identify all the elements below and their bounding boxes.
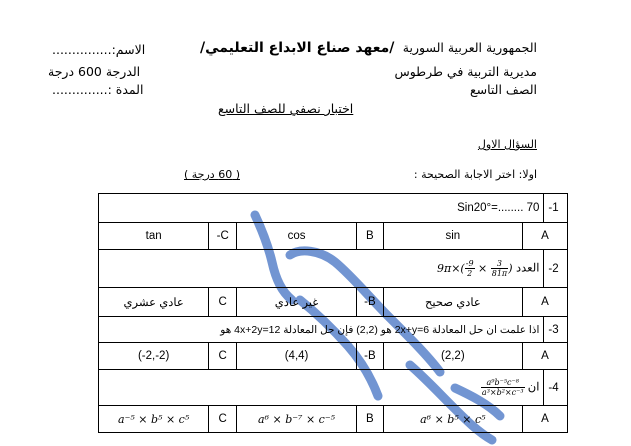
question-stem-1: Sin20°=........ 70: [99, 194, 544, 223]
option-text-q3-b[interactable]: (4,4): [237, 343, 357, 370]
table-row: [99, 406, 568, 433]
question-number-2: -2: [544, 250, 568, 288]
question-title: السؤال الاول: [477, 138, 537, 151]
q2-frac2-num: 3: [491, 259, 508, 269]
q2-close: ): [508, 261, 513, 275]
option-letter-q2-c: C: [209, 288, 237, 317]
option-letter-q4-c: C: [209, 406, 237, 433]
q4-frac-num: a⁹b⁻⁵c⁻⁸: [481, 378, 525, 388]
table-row: [99, 223, 568, 250]
option-letter-q1-b: B: [357, 223, 384, 250]
duration-field-label: المدة :..............: [52, 82, 144, 97]
option-text-q4-b[interactable]: a⁶ × b⁻⁷ × c⁻⁵: [237, 406, 357, 433]
table-row: [99, 370, 568, 406]
option-text-q1-b[interactable]: cos: [237, 223, 357, 250]
score-label: الدرجة 600 درجة: [48, 64, 141, 79]
option-letter-q3-a: A: [522, 343, 567, 370]
option-text-q3-c[interactable]: (-2,-2): [99, 343, 209, 370]
option-text-q4-c[interactable]: a⁻⁵ × b⁵ × c⁵: [99, 406, 209, 433]
question-number-3: -3: [544, 317, 568, 343]
option-letter-q2-b: -B: [357, 288, 384, 317]
exam-title: اختبار نصفي للصف التاسع: [218, 101, 354, 116]
table-row: [99, 194, 568, 223]
table-row: [99, 317, 568, 343]
option-letter-q4-a: A: [522, 406, 567, 433]
school-name: /معهد صناع الابداع التعليمي/: [200, 40, 395, 56]
option-letter-q1-a: A: [522, 223, 567, 250]
question-stem-3: اذا علمت ان حل المعادلة 2x+y=6 هو (2,2) فإن حل المعادلة 4x+2y=12 هو: [99, 317, 544, 343]
question-number-1: -1: [544, 194, 568, 223]
option-letter-q1-c: -C: [209, 223, 237, 250]
question-number-4: -4: [544, 370, 568, 406]
q2-frac1-num: -9: [465, 259, 474, 268]
name-field-label: الاسم:...............: [52, 42, 146, 57]
q4-suffix: ان: [527, 381, 540, 394]
question-stem-2: [99, 250, 544, 288]
table-row: [99, 250, 568, 288]
q2-frac1-den: 2: [467, 269, 473, 278]
option-letter-q3-b: -B: [357, 343, 384, 370]
question-table: [98, 193, 568, 433]
option-text-q1-a[interactable]: sin: [383, 223, 522, 250]
q2-times: ×: [478, 261, 488, 275]
points-label: ( 60 درجة ): [184, 168, 240, 181]
instruction-text: اولا: اختر الاجابة الصحيحة :: [413, 168, 537, 181]
option-text-q3-a[interactable]: (2,2): [383, 343, 522, 370]
header-grade: الصف التاسع: [469, 82, 537, 97]
header-directorate: مديرية التربية في طرطوس: [394, 64, 537, 79]
q2-fraction-1: [465, 259, 475, 278]
q2-frac2-den: 81π: [491, 269, 508, 278]
q2-prefix: العدد: [515, 262, 540, 275]
option-text-q2-a[interactable]: عادي صحيح: [383, 288, 522, 317]
option-text-q2-c[interactable]: عادي عشري: [99, 288, 209, 317]
option-text-q4-a[interactable]: a⁶ × b⁵ × c⁵: [383, 406, 522, 433]
option-letter-q3-c: C: [209, 343, 237, 370]
q4-fraction: [481, 378, 525, 397]
option-text-q1-c[interactable]: tan: [99, 223, 209, 250]
option-letter-q2-a: A: [522, 288, 567, 317]
option-letter-q4-b: B: [357, 406, 384, 433]
table-row: [99, 343, 568, 370]
q4-frac-den: a³×b²×c⁻³: [481, 388, 524, 397]
q2-math: [436, 259, 516, 278]
q2-fraction-2: [491, 259, 508, 278]
header-country: الجمهورية العربية السورية: [402, 40, 537, 55]
option-text-q2-b[interactable]: غير عادي: [237, 288, 357, 317]
q2-math-prefix: 9π×(: [436, 261, 465, 275]
table-row: [99, 288, 568, 317]
question-stem-4: [99, 370, 544, 406]
